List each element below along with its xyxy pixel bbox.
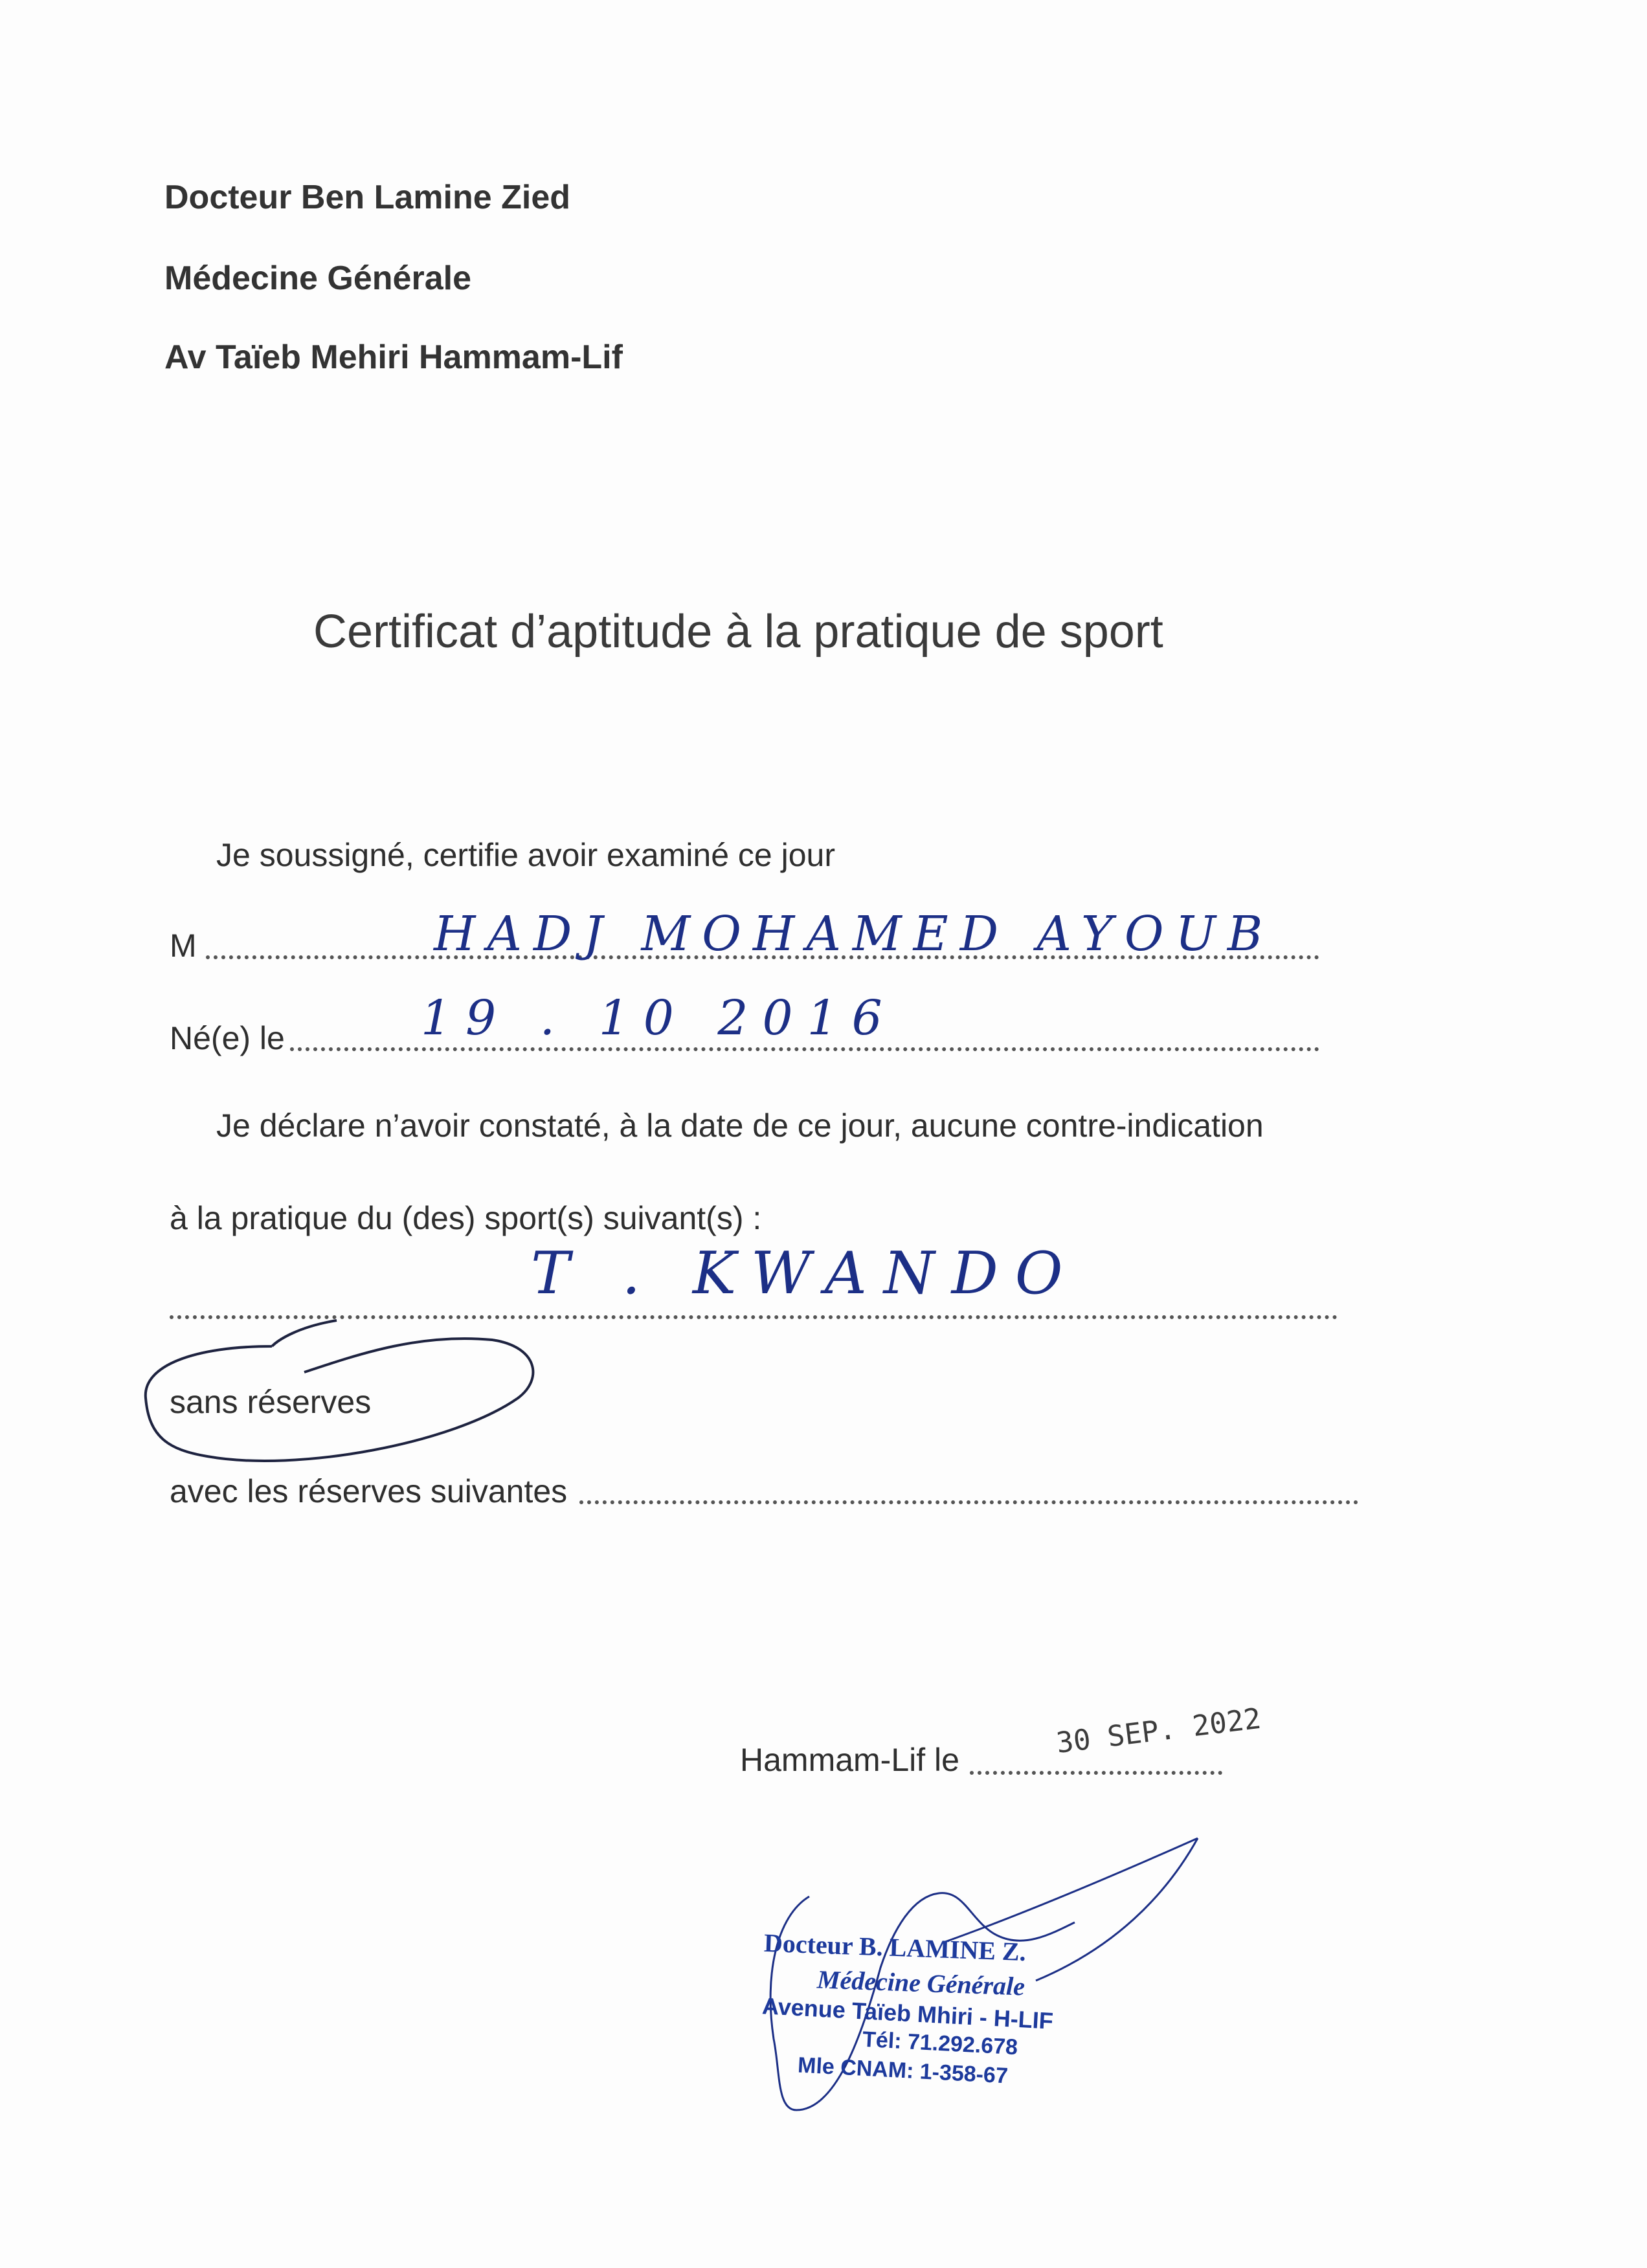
handwritten-sport: T . KWANDO bbox=[531, 1240, 1080, 1307]
stamp-line-1: Docteur B. LAMINE Z. bbox=[763, 1928, 1027, 1967]
handwritten-patient-name: HADJ MOHAMED AYOUB bbox=[434, 906, 1275, 962]
handwritten-birth-date: 19 . 10 2016 bbox=[421, 990, 897, 1046]
selection-circle bbox=[146, 1320, 533, 1461]
declaration-line-2: à la pratique du (des) sport(s) suivant(s) : bbox=[170, 1200, 762, 1236]
declaration-line-1: Je déclare n’avoir constaté, à la date de ce jour, aucune contre-indication bbox=[216, 1107, 1264, 1144]
name-label: M bbox=[170, 928, 197, 964]
place-date-label: Hammam-Lif le bbox=[740, 1742, 959, 1778]
stamp-line-5: Mle CNAM: 1-358-67 bbox=[797, 2052, 1009, 2089]
birth-label: Né(e) le bbox=[170, 1020, 285, 1056]
stamp-line-2: Médecine Générale bbox=[816, 1964, 1025, 2001]
doctor-specialty: Médecine Générale bbox=[164, 260, 471, 297]
option-with-reserves: avec les réserves suivantes bbox=[170, 1473, 568, 1509]
stamp-line-4: Tél: 71.292.678 bbox=[862, 2027, 1018, 2060]
doctor-name: Docteur Ben Lamine Zied bbox=[164, 179, 570, 216]
date-stamp: 30 SEP. 2022 bbox=[1054, 1702, 1263, 1760]
doctor-address: Av Taïeb Mehiri Hammam-Lif bbox=[164, 339, 623, 376]
stamp-line-3: Avenue Taïeb Mhiri - H-LIF bbox=[761, 1992, 1054, 2034]
intro-text: Je soussigné, certifie avoir examiné ce jour bbox=[216, 837, 836, 873]
certificate-title: Certificat d’aptitude à la pratique de sport bbox=[313, 606, 1163, 658]
option-without-reserves: sans réserves bbox=[170, 1384, 372, 1420]
